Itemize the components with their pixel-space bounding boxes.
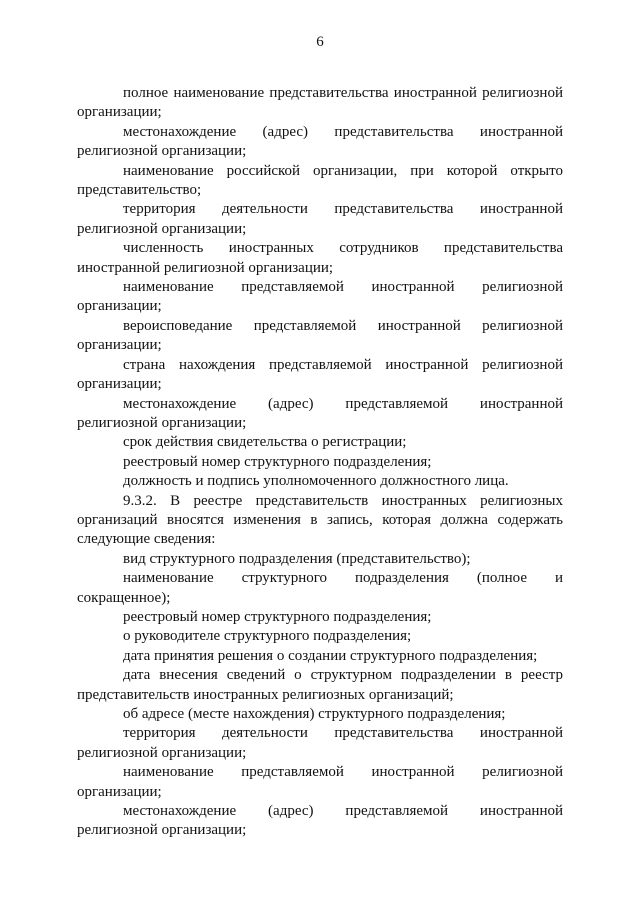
paragraph: местонахождение (адрес) представляемой иностранной религиозной организации;: [77, 395, 563, 431]
paragraph: об адресе (месте нахождения) структурного подразделения;: [123, 706, 506, 722]
paragraph: реестровый номер структурного подразделения;: [123, 453, 432, 470]
paragraph: местонахождение (адрес) представительства иностранной религиозной организации;: [77, 123, 563, 160]
paragraph: численность иностранных сотрудников представительства иностранной религиозной организации;: [77, 240, 563, 276]
paragraph: полное наименование представительства иностранной религиозной организации;: [77, 85, 563, 121]
paragraph: страна нахождения представляемой иностранной религиозной организации;: [77, 356, 563, 393]
paragraph: реестровый номер структурного подразделения;: [123, 608, 432, 625]
section-paragraph: 9.3.2. В реестре представительств иностранных религиозных организаций вносятся изменения в запись, которая должна содержать следующие сведения:: [77, 492, 563, 548]
paragraph: вид структурного подразделения (представительство);: [123, 550, 471, 567]
document-body: [77, 84, 563, 841]
paragraph: срок действия свидетельства о регистрации;: [123, 434, 407, 451]
paragraph: должность и подпись уполномоченного должностного лица.: [123, 473, 509, 490]
paragraph: вероисповедание представляемой иностранной религиозной организации;: [77, 317, 563, 354]
paragraph: территория деятельности представительства иностранной религиозной организации;: [77, 201, 563, 237]
paragraph: территория деятельности представительства иностранной религиозной организации;: [77, 725, 563, 761]
paragraph: наименование представляемой иностранной религиозной организации;: [77, 764, 563, 800]
paragraph: дата внесения сведений о структурном подразделении в реестр представительств иностранных религиозных организаций;: [77, 667, 563, 703]
paragraph: дата принятия решения о создании структурного подразделения;: [123, 647, 538, 664]
paragraph: наименование представляемой иностранной религиозной организации;: [77, 279, 563, 315]
paragraph: местонахождение (адрес) представляемой иностранной религиозной организации;: [77, 803, 563, 839]
paragraph: наименование структурного подразделения (полное и сокращенное);: [77, 570, 563, 606]
paragraph: о руководителе структурного подразделения;: [123, 628, 412, 645]
page-number: 6: [316, 34, 324, 50]
paragraph: наименование российской организации, при которой открыто представительство;: [77, 162, 563, 199]
